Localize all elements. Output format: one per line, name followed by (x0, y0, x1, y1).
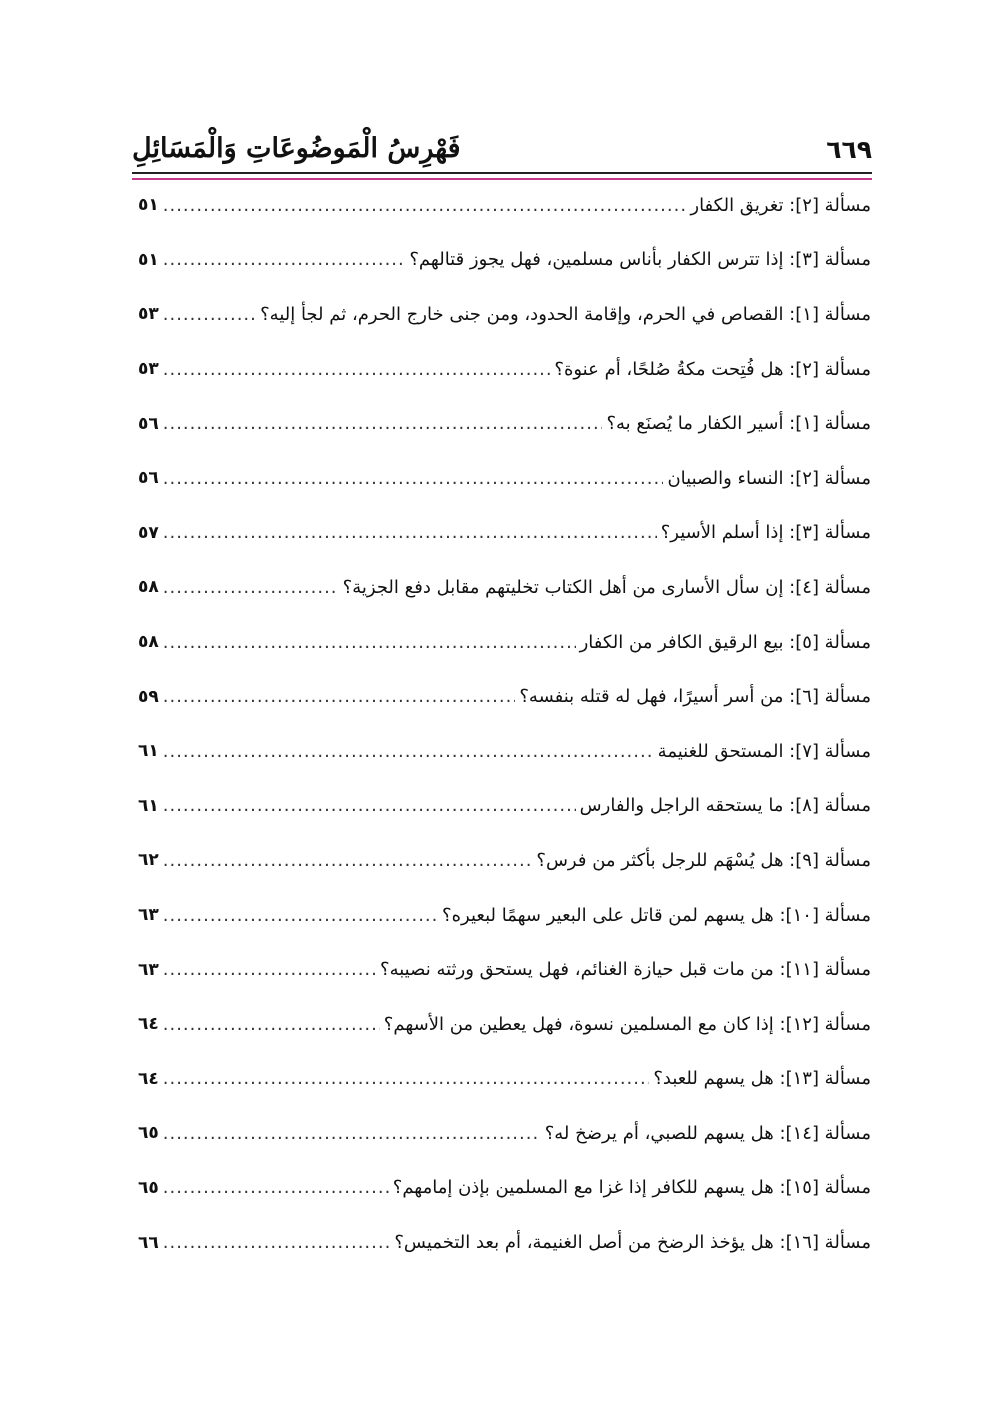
toc-list (138, 178, 871, 1270)
toc-entry (138, 451, 871, 506)
toc-entry-page: ٦٣ (138, 905, 159, 926)
toc-entry-page: ٦٥ (138, 1123, 159, 1144)
toc-entry-title: مسألة [٢]: هل فُتِحت مكةُ صُلحًا، أم عنوة؟ (554, 358, 871, 380)
toc-entry (138, 178, 871, 233)
toc-entry-page: ٥٨ (138, 632, 159, 653)
dot-leader (163, 850, 533, 871)
toc-entry-page: ٦١ (138, 741, 159, 762)
toc-entry-page: ٦١ (138, 795, 159, 816)
toc-entry (138, 779, 871, 834)
toc-entry-page: ٦٤ (138, 1014, 159, 1035)
toc-entry-page: ٥٦ (138, 413, 159, 434)
toc-entry (138, 506, 871, 561)
running-title: فَهْرِسُ الْمَوضُوعَاتِ وَالْمَسَائِلِ (132, 133, 461, 164)
dot-leader (163, 1232, 391, 1253)
toc-entry (138, 888, 871, 943)
toc-entry-page: ٦٥ (138, 1177, 159, 1198)
toc-entry-title: مسألة [١٣]: هل يسهم للعبد؟ (653, 1068, 871, 1090)
toc-entry-page: ٦٣ (138, 959, 159, 980)
page-number: ٦٦٩ (826, 135, 872, 164)
dot-leader (163, 1123, 541, 1144)
toc-entry (138, 396, 871, 451)
dot-leader (163, 686, 516, 707)
toc-entry (138, 1106, 871, 1161)
toc-entry-page: ٦٤ (138, 1068, 159, 1089)
toc-entry-page: ٥١ (138, 249, 159, 270)
dot-leader (163, 632, 576, 653)
toc-entry-title: مسألة [٤]: إن سأل الأسارى من أهل الكتاب تخليتهم مقابل دفع الجزية؟ (342, 576, 871, 598)
dot-leader (163, 522, 657, 543)
dot-leader (163, 249, 406, 270)
toc-entry-page: ٦٦ (138, 1232, 159, 1253)
toc-entry-page: ٥٨ (138, 577, 159, 598)
toc-entry-title: مسألة [١]: القصاص في الحرم، وإقامة الحدود، ومن جنى خارج الحرم، ثم لجأ إليه؟ (260, 303, 871, 325)
toc-entry (138, 342, 871, 397)
header-rule-dark (132, 172, 872, 174)
toc-entry-title: مسألة [٩]: هل يُسْهَم للرجل بأكثر من فرس؟ (536, 849, 871, 871)
toc-entry-page: ٥٦ (138, 468, 159, 489)
dot-leader (163, 304, 256, 325)
toc-entry-page: ٥٧ (138, 522, 159, 543)
toc-entry-title: مسألة [١]: أسير الكفار ما يُصنَع به؟ (606, 413, 871, 435)
dot-leader (163, 1014, 380, 1035)
toc-entry-page: ٥٩ (138, 686, 159, 707)
toc-entry-page: ٥٣ (138, 359, 159, 380)
toc-entry (138, 724, 871, 779)
toc-entry-title: مسألة [٧]: المستحق للغنيمة (657, 740, 871, 762)
dot-leader (163, 795, 576, 816)
toc-entry-title: مسألة [١٤]: هل يسهم للصبي، أم يرضخ له؟ (544, 1122, 871, 1144)
toc-entry (138, 997, 871, 1052)
dot-leader (163, 468, 664, 489)
dot-leader (163, 959, 376, 980)
page-header (132, 118, 872, 162)
toc-entry (138, 942, 871, 997)
dot-leader (163, 1177, 389, 1198)
toc-entry (138, 1161, 871, 1216)
dot-leader (163, 905, 438, 926)
toc-entry-title: مسألة [٥]: بيع الرقيق الكافر من الكفار (579, 631, 871, 653)
toc-entry (138, 560, 871, 615)
toc-entry-title: مسألة [٣]: إذا أسلم الأسير؟ (660, 522, 871, 544)
dot-leader (163, 413, 603, 434)
dot-leader (163, 741, 654, 762)
toc-entry-title: مسألة [١٥]: هل يسهم للكافر إذا غزا مع المسلمين بإذن إمامهم؟ (392, 1177, 871, 1199)
dot-leader (163, 1068, 650, 1089)
dot-leader (163, 359, 551, 380)
toc-entry-title: مسألة [٢]: تغريق الكفار (690, 194, 871, 216)
dot-leader (163, 195, 687, 216)
toc-entry (138, 833, 871, 888)
toc-entry-page: ٥١ (138, 195, 159, 216)
toc-entry-title: مسألة [١٢]: إذا كان مع المسلمين نسوة، فهل يعطين من الأسهم؟ (383, 1013, 871, 1035)
dot-leader (163, 577, 339, 598)
toc-entry (138, 669, 871, 724)
toc-entry-title: مسألة [٢]: النساء والصبيان (667, 467, 871, 489)
toc-entry (138, 1052, 871, 1107)
toc-entry (138, 287, 871, 342)
toc-entry (138, 615, 871, 670)
toc-entry-title: مسألة [٨]: ما يستحقه الراجل والفارس (579, 795, 871, 817)
toc-entry-title: مسألة [١٦]: هل يؤخذ الرضخ من أصل الغنيمة، أم بعد التخميس؟ (394, 1232, 871, 1254)
toc-entry-page: ٥٣ (138, 304, 159, 325)
toc-entry-page: ٦٢ (138, 850, 159, 871)
toc-entry (138, 233, 871, 288)
toc-entry-title: مسألة [٦]: من أسر أسيرًا، فهل له قتله بنفسه؟ (519, 686, 871, 708)
toc-entry-title: مسألة [١١]: من مات قبل حيازة الغنائم، فهل يستحق ورثته نصيبه؟ (380, 959, 871, 981)
toc-entry-title: مسألة [٣]: إذا تترس الكفار بأناس مسلمين، فهل يجوز قتالهم؟ (409, 249, 871, 271)
toc-entry (138, 1215, 871, 1270)
toc-entry-title: مسألة [١٠]: هل يسهم لمن قاتل على البعير سهمًا لبعيره؟ (442, 904, 871, 926)
